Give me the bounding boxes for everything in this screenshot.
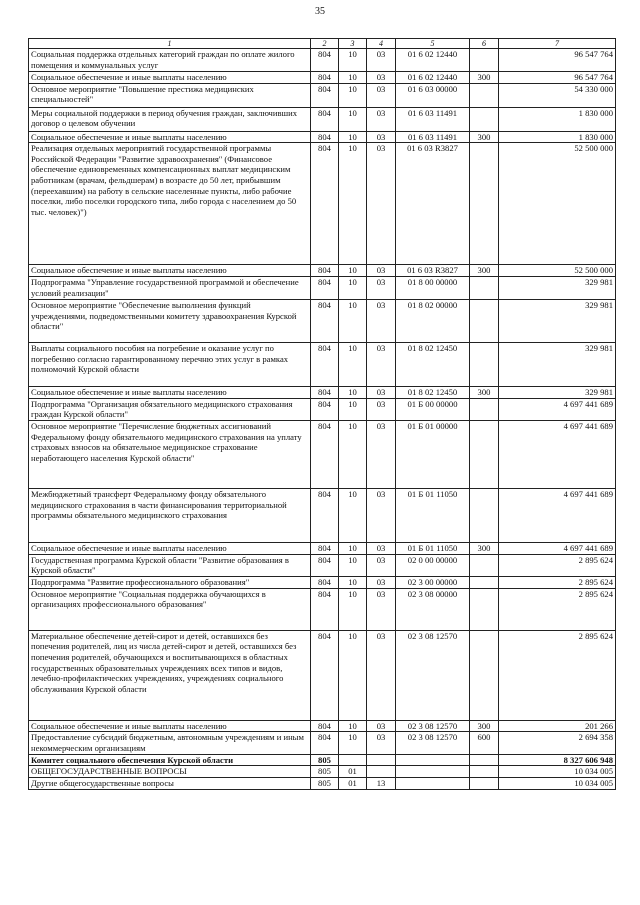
row-expense-type-cell [470, 343, 499, 387]
row-expense-type-cell: 300 [470, 542, 499, 554]
row-section-cell: 10 [339, 83, 367, 107]
row-expense-type-cell [470, 420, 499, 488]
row-expense-type-cell: 300 [470, 387, 499, 399]
table-row [29, 720, 616, 732]
table-row [29, 387, 616, 399]
row-amount-cell: 329 981 [499, 387, 616, 399]
table-row [29, 143, 616, 265]
table-row [29, 554, 616, 576]
row-section-cell: 10 [339, 554, 367, 576]
row-code-cell: 804 [311, 265, 339, 277]
row-expense-type-cell: 300 [470, 131, 499, 143]
row-name-cell: Социальное обеспечение и иные выплаты населению [29, 131, 311, 143]
table-row [29, 542, 616, 554]
row-name-cell: Выплаты социального пособия на погребение и оказание услуг по погребению согласно гарантированному перечню этих услуг в рамках полномочий Курской области [29, 343, 311, 387]
row-subsection-cell: 03 [367, 49, 396, 72]
row-expense-type-cell [470, 488, 499, 542]
table-row [29, 766, 616, 778]
row-subsection-cell: 03 [367, 588, 396, 630]
row-amount-cell: 4 697 441 689 [499, 542, 616, 554]
row-amount-cell: 54 330 000 [499, 83, 616, 107]
row-subsection-cell: 03 [367, 542, 396, 554]
row-target-article-cell: 01 8 02 12450 [396, 343, 470, 387]
row-amount-cell: 329 981 [499, 343, 616, 387]
table-row [29, 754, 616, 766]
row-target-article-cell: 02 0 00 00000 [396, 554, 470, 576]
row-section-cell: 10 [339, 49, 367, 72]
row-name-cell: Социальная поддержка отдельных категорий граждан по оплате жилого помещения и коммунальных услуг [29, 49, 311, 72]
row-expense-type-cell: 600 [470, 732, 499, 754]
row-target-article-cell: 01 6 03 11491 [396, 107, 470, 131]
row-target-article-cell: 01 6 03 R3827 [396, 143, 470, 265]
row-amount-cell: 329 981 [499, 277, 616, 300]
row-code-cell: 804 [311, 554, 339, 576]
row-subsection-cell [367, 766, 396, 778]
table-row [29, 265, 616, 277]
row-amount-cell: 1 830 000 [499, 107, 616, 131]
row-section-cell: 10 [339, 420, 367, 488]
header-cell-1: 1 [29, 39, 311, 49]
row-expense-type-cell [470, 554, 499, 576]
row-subsection-cell: 03 [367, 488, 396, 542]
row-name-cell: Государственная программа Курской области "Развитие образования в Курской области" [29, 554, 311, 576]
row-section-cell: 10 [339, 732, 367, 754]
row-name-cell: Основное мероприятие "Перечисление бюджетных ассигнований Федеральному фонду обязательного медицинского страхования на уплату страховых взносов на обязательное медицинское страхование неработающего населения Курской области" [29, 420, 311, 488]
table-row [29, 277, 616, 300]
row-section-cell: 10 [339, 143, 367, 265]
row-section-cell: 10 [339, 720, 367, 732]
row-expense-type-cell: 300 [470, 265, 499, 277]
row-target-article-cell [396, 766, 470, 778]
row-expense-type-cell [470, 777, 499, 789]
row-target-article-cell: 02 3 08 00000 [396, 588, 470, 630]
row-target-article-cell: 01 Б 01 00000 [396, 420, 470, 488]
row-name-cell: Социальное обеспечение и иные выплаты населению [29, 72, 311, 84]
row-expense-type-cell [470, 277, 499, 300]
row-amount-cell: 96 547 764 [499, 72, 616, 84]
row-code-cell: 804 [311, 732, 339, 754]
row-name-cell: Социальное обеспечение и иные выплаты населению [29, 720, 311, 732]
row-subsection-cell: 03 [367, 107, 396, 131]
table-row [29, 343, 616, 387]
row-name-cell: Другие общегосударственные вопросы [29, 777, 311, 789]
row-amount-cell: 329 981 [499, 300, 616, 343]
row-target-article-cell: 02 3 08 12570 [396, 720, 470, 732]
row-section-cell: 10 [339, 265, 367, 277]
row-amount-cell: 201 266 [499, 720, 616, 732]
row-section-cell: 10 [339, 131, 367, 143]
row-name-cell: Основное мероприятие "Обеспечение выполнения функций учреждениями, подведомственными комитету здравоохранения Курской области" [29, 300, 311, 343]
row-section-cell: 10 [339, 387, 367, 399]
row-amount-cell: 10 034 005 [499, 766, 616, 778]
table-row [29, 398, 616, 420]
table-row [29, 588, 616, 630]
row-section-cell: 10 [339, 343, 367, 387]
row-name-cell: Подпрограмма "Развитие профессионального образования" [29, 576, 311, 588]
row-target-article-cell: 01 8 02 00000 [396, 300, 470, 343]
row-subsection-cell: 03 [367, 300, 396, 343]
row-subsection-cell: 03 [367, 143, 396, 265]
row-amount-cell: 4 697 441 689 [499, 398, 616, 420]
row-subsection-cell: 03 [367, 387, 396, 399]
row-target-article-cell: 01 6 03 11491 [396, 131, 470, 143]
row-subsection-cell: 03 [367, 265, 396, 277]
row-name-cell: Материальное обеспечение детей-сирот и детей, оставшихся без попечения родителей, лиц из числа детей-сирот и детей, оставшихся без попечения родителей, обучающихся и воспитывающихся в областных государственных образовательных учреждениях всех типов и видов, лечебно-профилактических учреждениях, учреждениях социального обслуживания Курской области [29, 630, 311, 720]
row-code-cell: 804 [311, 398, 339, 420]
row-target-article-cell: 01 6 02 12440 [396, 72, 470, 84]
row-code-cell: 804 [311, 387, 339, 399]
row-section-cell: 10 [339, 542, 367, 554]
row-code-cell: 804 [311, 131, 339, 143]
row-name-cell: Основное мероприятие "Повышение престижа медицинских специальностей" [29, 83, 311, 107]
row-name-cell: ОБЩЕГОСУДАРСТВЕННЫЕ ВОПРОСЫ [29, 766, 311, 778]
row-code-cell: 804 [311, 300, 339, 343]
header-cell-4: 4 [367, 39, 396, 49]
row-target-article-cell: 01 8 02 12450 [396, 387, 470, 399]
row-amount-cell: 2 895 624 [499, 630, 616, 720]
row-code-cell: 804 [311, 143, 339, 265]
row-name-cell: Социальное обеспечение и иные выплаты населению [29, 387, 311, 399]
row-expense-type-cell [470, 754, 499, 766]
row-code-cell: 804 [311, 488, 339, 542]
row-code-cell: 804 [311, 588, 339, 630]
row-expense-type-cell [470, 143, 499, 265]
row-code-cell: 804 [311, 576, 339, 588]
row-section-cell: 10 [339, 588, 367, 630]
row-subsection-cell: 03 [367, 131, 396, 143]
row-expense-type-cell [470, 49, 499, 72]
row-name-cell: Межбюджетный трансферт Федеральному фонду обязательного медицинского страхования в части финансирования территориальной программы обязательного медицинского страхования [29, 488, 311, 542]
row-amount-cell: 52 500 000 [499, 143, 616, 265]
row-name-cell: Подпрограмма "Организация обязательного медицинского страхования граждан Курской области" [29, 398, 311, 420]
table-row [29, 83, 616, 107]
row-expense-type-cell [470, 398, 499, 420]
row-amount-cell: 1 830 000 [499, 131, 616, 143]
row-expense-type-cell: 300 [470, 720, 499, 732]
row-code-cell: 804 [311, 542, 339, 554]
row-amount-cell: 2 895 624 [499, 576, 616, 588]
row-subsection-cell: 03 [367, 732, 396, 754]
row-section-cell: 10 [339, 107, 367, 131]
row-expense-type-cell [470, 576, 499, 588]
row-code-cell: 804 [311, 343, 339, 387]
row-subsection-cell: 03 [367, 343, 396, 387]
row-target-article-cell [396, 754, 470, 766]
row-name-cell: Социальное обеспечение и иные выплаты населению [29, 542, 311, 554]
table-row [29, 300, 616, 343]
header-cell-5: 5 [396, 39, 470, 49]
row-section-cell: 10 [339, 398, 367, 420]
row-expense-type-cell: 300 [470, 72, 499, 84]
row-code-cell: 804 [311, 83, 339, 107]
row-subsection-cell: 03 [367, 72, 396, 84]
row-amount-cell: 2 895 624 [499, 588, 616, 630]
table-row [29, 49, 616, 72]
row-code-cell: 804 [311, 107, 339, 131]
row-target-article-cell: 02 3 08 12570 [396, 732, 470, 754]
table-row [29, 488, 616, 542]
row-section-cell: 10 [339, 630, 367, 720]
row-target-article-cell [396, 777, 470, 789]
row-expense-type-cell [470, 630, 499, 720]
table-row [29, 777, 616, 789]
row-subsection-cell: 03 [367, 554, 396, 576]
row-code-cell: 805 [311, 766, 339, 778]
row-target-article-cell: 02 3 08 12570 [396, 630, 470, 720]
row-target-article-cell: 01 6 02 12440 [396, 49, 470, 72]
table-row [29, 420, 616, 488]
row-section-cell: 10 [339, 488, 367, 542]
row-expense-type-cell [470, 107, 499, 131]
header-cell-2: 2 [311, 39, 339, 49]
table-row [29, 732, 616, 754]
row-subsection-cell: 03 [367, 420, 396, 488]
row-subsection-cell [367, 754, 396, 766]
row-code-cell: 805 [311, 754, 339, 766]
row-name-cell: Основное мероприятие "Социальная поддержка обучающихся в организациях профессионального образования" [29, 588, 311, 630]
row-amount-cell: 2 895 624 [499, 554, 616, 576]
row-code-cell: 804 [311, 720, 339, 732]
row-section-cell: 01 [339, 777, 367, 789]
row-amount-cell: 4 697 441 689 [499, 488, 616, 542]
row-target-article-cell: 02 3 00 00000 [396, 576, 470, 588]
row-name-cell: Подпрограмма "Управление государственной программой и обеспечение условий реализации" [29, 277, 311, 300]
table-row [29, 107, 616, 131]
table-row [29, 131, 616, 143]
header-cell-7: 7 [499, 39, 616, 49]
row-subsection-cell: 03 [367, 576, 396, 588]
row-target-article-cell: 01 Б 00 00000 [396, 398, 470, 420]
row-section-cell: 10 [339, 72, 367, 84]
row-subsection-cell: 03 [367, 277, 396, 300]
page-number: 35 [315, 6, 325, 17]
row-subsection-cell: 03 [367, 398, 396, 420]
row-subsection-cell: 03 [367, 630, 396, 720]
table-row [29, 72, 616, 84]
row-amount-cell: 8 327 606 948 [499, 754, 616, 766]
row-target-article-cell: 01 Б 01 11050 [396, 542, 470, 554]
row-target-article-cell: 01 8 00 00000 [396, 277, 470, 300]
budget-table [28, 38, 616, 790]
row-section-cell: 10 [339, 576, 367, 588]
row-code-cell: 805 [311, 777, 339, 789]
row-target-article-cell: 01 Б 01 11050 [396, 488, 470, 542]
row-name-cell: Меры социальной поддержки в период обучения граждан, заключивших договор о целевом обучении [29, 107, 311, 131]
table-row [29, 630, 616, 720]
row-code-cell: 804 [311, 49, 339, 72]
row-expense-type-cell [470, 766, 499, 778]
row-target-article-cell: 01 6 03 R3827 [396, 265, 470, 277]
row-amount-cell: 10 034 005 [499, 777, 616, 789]
header-cell-3: 3 [339, 39, 367, 49]
header-row [29, 39, 616, 49]
row-amount-cell: 4 697 441 689 [499, 420, 616, 488]
row-name-cell: Комитет социального обеспечения Курской области [29, 754, 311, 766]
row-amount-cell: 2 694 358 [499, 732, 616, 754]
row-section-cell [339, 754, 367, 766]
row-expense-type-cell [470, 83, 499, 107]
row-target-article-cell: 01 6 03 00000 [396, 83, 470, 107]
row-subsection-cell: 03 [367, 83, 396, 107]
row-code-cell: 804 [311, 420, 339, 488]
row-section-cell: 01 [339, 766, 367, 778]
table-row [29, 576, 616, 588]
row-amount-cell: 52 500 000 [499, 265, 616, 277]
header-cell-6: 6 [470, 39, 499, 49]
row-amount-cell: 96 547 764 [499, 49, 616, 72]
row-code-cell: 804 [311, 277, 339, 300]
row-subsection-cell: 13 [367, 777, 396, 789]
row-name-cell: Социальное обеспечение и иные выплаты населению [29, 265, 311, 277]
row-name-cell: Реализация отдельных мероприятий государственной программы Российской Федерации "Развитие здравоохранения" (Финансовое обеспечение единовременных компенсационных выплат медицинским работникам (врачам, фельдшерам) в возрасте до 50 лет, прибывшим (переехавшим) на работу в сельские населенные пункты, либо рабочие поселки, либо поселки городского типа, либо города с населением до 50 тыс. человек)") [29, 143, 311, 265]
row-section-cell: 10 [339, 300, 367, 343]
row-code-cell: 804 [311, 72, 339, 84]
row-section-cell: 10 [339, 277, 367, 300]
row-name-cell: Предоставление субсидий бюджетным, автономным учреждениям и иным некоммерческим организациям [29, 732, 311, 754]
row-code-cell: 804 [311, 630, 339, 720]
row-subsection-cell: 03 [367, 720, 396, 732]
row-expense-type-cell [470, 300, 499, 343]
row-expense-type-cell [470, 588, 499, 630]
